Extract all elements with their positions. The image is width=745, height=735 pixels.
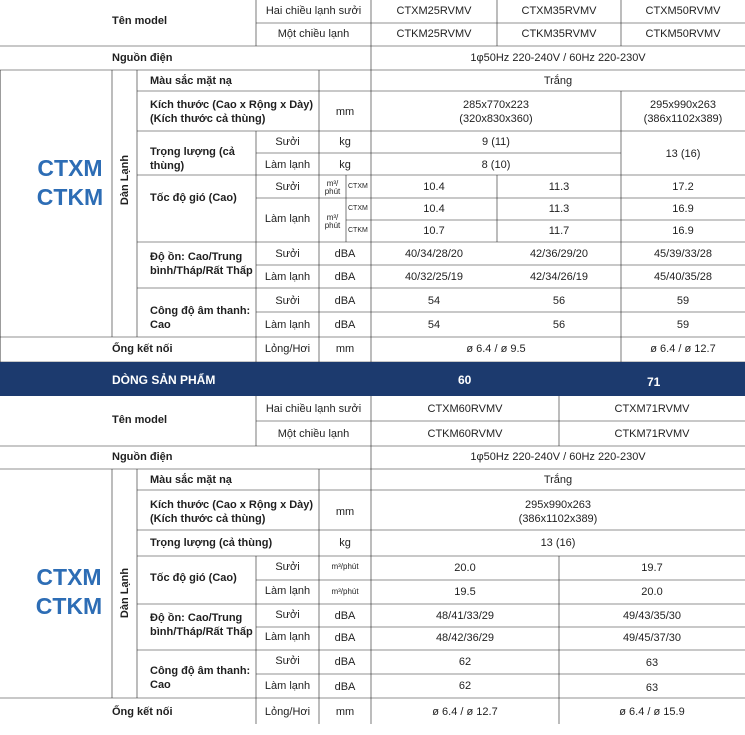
tag-ctxm: CTXM <box>348 205 368 212</box>
label-suoi: Sưởi <box>275 181 300 193</box>
model-ctxm35: CTXM35RVMV <box>521 5 597 17</box>
label-do-on-2: bình/Tháp/Rất Thấp <box>150 626 253 638</box>
cd-lanh-35: 56 <box>552 319 566 331</box>
unit-kg: kg <box>339 537 351 549</box>
label-trong-luong: Trọng lượng (cả thùng) <box>150 537 273 549</box>
label-toc-do-gio: Tốc độ gió (Cao) <box>150 572 237 584</box>
unit-m3: m³/ <box>326 213 339 222</box>
label-do-on-2: bình/Tháp/Rất Thấp <box>150 265 253 277</box>
side-label-ctkm: CTKM <box>36 184 104 210</box>
label-suoi: Sưởi <box>275 561 300 573</box>
unit-dba: dBA <box>334 632 356 644</box>
model-ctkm25: CTKM25RVMV <box>396 28 472 40</box>
tl-50: 13 (16) <box>665 148 701 160</box>
tag-ctxm: CTXM <box>348 183 368 190</box>
label-ong-ket-noi: Ống kết nối <box>112 706 173 718</box>
kt-50-thung: (386x1102x389) <box>643 113 723 125</box>
gio-lanh-60: 19.5 <box>454 586 476 598</box>
label-lam-lanh: Làm lạnh <box>264 680 311 692</box>
model-ctkm71: CTKM71RVMV <box>614 428 690 440</box>
model-ctxm60: CTXM60RVMV <box>427 403 503 415</box>
on-lanh-35: 42/34/26/19 <box>529 271 589 283</box>
ong-50: ø 6.4 / ø 12.7 <box>650 343 716 355</box>
band-col-60: 60 <box>458 373 472 387</box>
value-nguon-dien: 1φ50Hz 220-240V / 60Hz 220-230V <box>470 451 646 463</box>
unit-mm: mm <box>335 506 355 518</box>
label-toc-do-gio: Tốc độ gió (Cao) <box>150 192 237 204</box>
unit-dba: dBA <box>334 319 356 331</box>
label-dan-lanh: Dàn Lạnh <box>119 567 131 619</box>
cd-lanh-60: 62 <box>458 680 472 692</box>
unit-m3-phut: m³/phút <box>331 587 359 596</box>
label-lam-lanh: Làm lạnh <box>264 271 311 283</box>
unit-dba: dBA <box>334 681 356 693</box>
cd-lanh-50: 59 <box>676 319 690 331</box>
kt-25-35-thung: (320x830x360) <box>459 113 533 125</box>
on-suoi-60: 48/41/33/29 <box>435 610 495 622</box>
unit-phut: phút <box>324 187 341 196</box>
unit-dba: dBA <box>334 248 356 260</box>
tl-60-71: 13 (16) <box>540 537 576 549</box>
label-lam-lanh: Làm lạnh <box>264 631 311 643</box>
model-ctxm25: CTXM25RVMV <box>396 5 472 17</box>
label-do-on: Độ ồn: Cao/Trung <box>150 251 243 263</box>
label-mot-chieu: Một chiều lạnh <box>277 28 350 40</box>
side-label-ctxm: CTXM <box>37 155 103 181</box>
band-label: DÒNG SẢN PHẨM <box>112 373 216 387</box>
on-lanh-25: 40/32/25/19 <box>404 271 464 283</box>
gio-lanh-ctkm-35: 11.7 <box>548 225 570 237</box>
unit-m3: m³/ <box>326 179 339 188</box>
label-trong-luong: Trọng lượng (cả <box>150 146 235 158</box>
on-suoi-25: 40/34/28/20 <box>404 248 464 260</box>
value-mau-sac: Trắng <box>543 75 573 87</box>
kt-50: 295x990x263 <box>649 99 717 111</box>
model-ctxm71: CTXM71RVMV <box>614 403 690 415</box>
value-nguon-dien: 1φ50Hz 220-240V / 60Hz 220-230V <box>470 52 646 64</box>
unit-mm: mm <box>335 343 355 355</box>
label-cong-do-cao: Cao <box>150 679 171 691</box>
label-lam-lanh: Làm lạnh <box>264 159 311 171</box>
side-label-ctkm: CTKM <box>35 593 103 619</box>
label-mau-sac: Màu sắc mặt nạ <box>150 75 232 87</box>
cd-lanh-71: 63 <box>645 682 659 694</box>
label-hai-chieu: Hai chiều lạnh sưởi <box>265 403 362 415</box>
label-nguon-dien: Nguồn điện <box>112 52 173 64</box>
unit-mm: mm <box>335 106 355 118</box>
unit-dba: dBA <box>334 295 356 307</box>
unit-kg: kg <box>339 136 351 148</box>
label-nguon-dien: Nguồn điện <box>112 451 173 463</box>
label-suoi: Sưởi <box>275 136 300 148</box>
gio-suoi-50: 17.2 <box>672 181 694 193</box>
label-suoi: Sưởi <box>275 295 300 307</box>
model-ctkm50: CTKM50RVMV <box>645 28 721 40</box>
unit-dba: dBA <box>334 656 356 668</box>
cd-suoi-50: 59 <box>676 295 690 307</box>
unit-kg: kg <box>339 159 351 171</box>
kt-60-71: 295x990x263 <box>524 499 592 511</box>
label-ong-ket-noi: Ống kết nối <box>112 343 173 355</box>
label-hai-chieu: Hai chiều lạnh sưởi <box>265 5 362 17</box>
ong-71: ø 6.4 / ø 15.9 <box>619 706 685 718</box>
gio-suoi-25: 10.4 <box>423 181 445 193</box>
label-trong-luong-thung: thùng) <box>150 160 185 172</box>
kt-60-71-thung: (386x1102x389) <box>518 513 598 525</box>
cd-suoi-25: 54 <box>427 295 441 307</box>
unit-dba: dBA <box>334 271 356 283</box>
model-ctkm60: CTKM60RVMV <box>427 428 503 440</box>
label-lam-lanh: Làm lạnh <box>264 585 311 597</box>
unit-m3-phut: m³/phút <box>331 562 359 571</box>
ong-60: ø 6.4 / ø 12.7 <box>432 706 498 718</box>
label-kich-thuoc-thung: (Kích thước cả thùng) <box>150 513 266 525</box>
on-lanh-60: 48/42/36/29 <box>435 632 495 644</box>
gio-lanh-71: 20.0 <box>641 586 663 598</box>
on-suoi-50: 45/39/33/28 <box>653 248 713 260</box>
label-long-hoi: Lỏng/Hơi <box>264 343 311 355</box>
gio-lanh-ctxm-25: 10.4 <box>423 203 445 215</box>
ong-25-35: ø 6.4 / ø 9.5 <box>466 343 526 355</box>
cd-suoi-35: 56 <box>552 295 566 307</box>
gio-suoi-60: 20.0 <box>454 562 476 574</box>
label-suoi: Sưởi <box>275 248 300 260</box>
gio-lanh-ctkm-25: 10.7 <box>423 225 445 237</box>
value-mau-sac: Trắng <box>543 474 573 486</box>
label-mau-sac: Màu sắc mặt nạ <box>150 474 232 486</box>
on-suoi-35: 42/36/29/20 <box>529 248 589 260</box>
gio-lanh-ctxm-35: 11.3 <box>548 203 570 215</box>
label-ten-model: Tên model <box>112 414 168 426</box>
tag-ctkm: CTKM <box>348 227 368 234</box>
label-suoi: Sưởi <box>275 609 300 621</box>
model-ctxm50: CTXM50RVMV <box>645 5 721 17</box>
on-lanh-50: 45/40/35/28 <box>653 271 713 283</box>
band-col-71: 71 <box>647 375 661 389</box>
product-line-band <box>0 362 745 396</box>
cd-suoi-60: 62 <box>458 656 472 668</box>
unit-mm: mm <box>335 706 355 718</box>
model-ctkm35: CTKM35RVMV <box>521 28 597 40</box>
label-kich-thuoc: Kích thước (Cao x Rộng x Dày) <box>150 499 314 511</box>
label-mot-chieu: Một chiều lạnh <box>277 428 350 440</box>
tl-suoi: 9 (11) <box>482 136 510 148</box>
label-lam-lanh: Làm lạnh <box>264 319 311 331</box>
label-long-hoi: Lỏng/Hơi <box>264 706 311 718</box>
gio-suoi-35: 11.3 <box>548 181 570 193</box>
cd-lanh-25: 54 <box>427 319 441 331</box>
on-suoi-71: 49/43/35/30 <box>622 610 682 622</box>
label-lam-lanh: Làm lạnh <box>264 213 311 225</box>
label-cong-do: Công độ âm thanh: <box>150 665 251 677</box>
label-suoi: Sưởi <box>275 655 300 667</box>
label-cong-do: Công độ âm thanh: <box>150 305 251 317</box>
side-label-ctxm: CTXM <box>36 564 102 590</box>
label-kich-thuoc: Kích thước (Cao x Rộng x Dày) <box>150 99 314 111</box>
label-dan-lanh: Dàn Lạnh <box>119 154 131 206</box>
gio-suoi-71: 19.7 <box>641 562 663 574</box>
kt-25-35: 285x770x223 <box>462 99 530 111</box>
cd-suoi-71: 63 <box>645 657 659 669</box>
label-ten-model: Tên model <box>112 15 168 27</box>
label-do-on: Độ ồn: Cao/Trung <box>150 612 243 624</box>
unit-dba: dBA <box>334 610 356 622</box>
unit-phut: phút <box>324 221 341 230</box>
on-lanh-71: 49/45/37/30 <box>622 632 682 644</box>
label-kich-thuoc-thung: (Kích thước cả thùng) <box>150 113 266 125</box>
gio-lanh-ctkm-50: 16.9 <box>672 225 694 237</box>
label-cong-do-cao: Cao <box>150 319 171 331</box>
gio-lanh-ctxm-50: 16.9 <box>672 203 694 215</box>
tl-lanh: 8 (10) <box>481 159 511 171</box>
